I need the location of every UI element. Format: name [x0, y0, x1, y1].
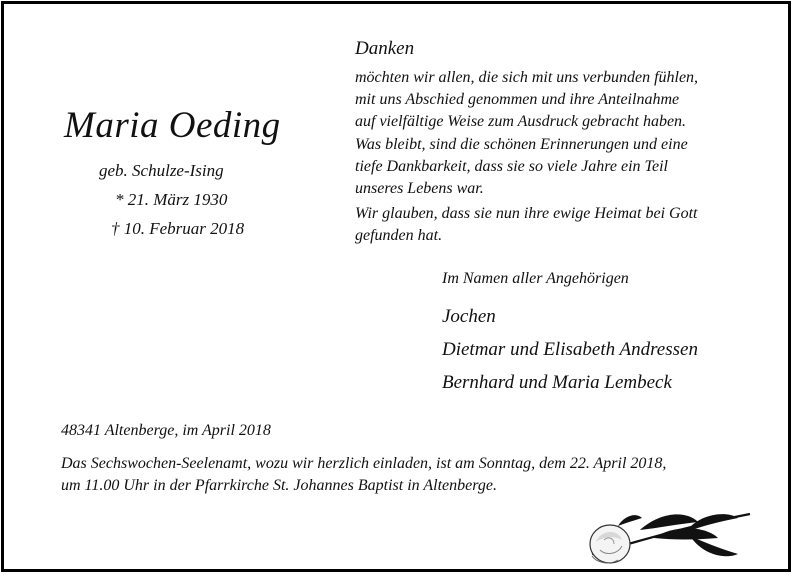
- signature-intro: Im Namen aller Angehörigen: [442, 270, 629, 287]
- rose-icon: [582, 496, 754, 570]
- thanks-paragraph-3: [355, 203, 697, 247]
- signers-list: [442, 300, 698, 399]
- notice-line: Das Sechswochen-Seelenamt, wozu wir herzlich einladen, ist am Sonntag, dem 22. April 2018,: [61, 455, 667, 472]
- text-line: mit uns Abschied genommen und ihre Anteilnahme: [355, 91, 680, 108]
- text-line: unseres Lebens war.: [355, 180, 484, 197]
- notice-line: um 11.00 Uhr in der Pfarrkirche St. Johannes Baptist in Altenberge.: [61, 477, 497, 494]
- text-line: möchten wir allen, die sich mit uns verbunden fühlen,: [355, 69, 699, 86]
- thanks-paragraph-1: [355, 67, 698, 133]
- death-date: † 10. Februar 2018: [111, 219, 245, 238]
- place-and-date: 48341 Altenberge, im April 2018: [61, 422, 271, 439]
- text-line: auf vielfältige Weise zum Ausdruck gebracht haben.: [355, 113, 687, 130]
- text-line: gefunden hat.: [355, 227, 443, 244]
- thanks-heading: Danken: [355, 38, 415, 59]
- birth-date: * 21. März 1930: [115, 190, 228, 209]
- text-line: Was bleibt, sind die schönen Erinnerungen und eine: [355, 136, 688, 153]
- text-line: Wir glauben, dass sie nun ihre ewige Heimat bei Gott: [355, 205, 698, 222]
- signer: Jochen: [442, 306, 496, 327]
- service-notice: [61, 453, 666, 497]
- signer: Dietmar und Elisabeth Andressen: [442, 339, 698, 360]
- text-line: tiefe Dankbarkeit, dass sie so viele Jahre ein Teil: [355, 158, 668, 175]
- deceased-details: [99, 156, 244, 243]
- deceased-name: Maria Oeding: [64, 105, 281, 146]
- thanks-paragraph-2: [355, 134, 688, 200]
- signer: Bernhard und Maria Lembeck: [442, 372, 672, 393]
- birth-name: geb. Schulze-Ising: [99, 161, 224, 180]
- obituary-frame: [1, 1, 791, 572]
